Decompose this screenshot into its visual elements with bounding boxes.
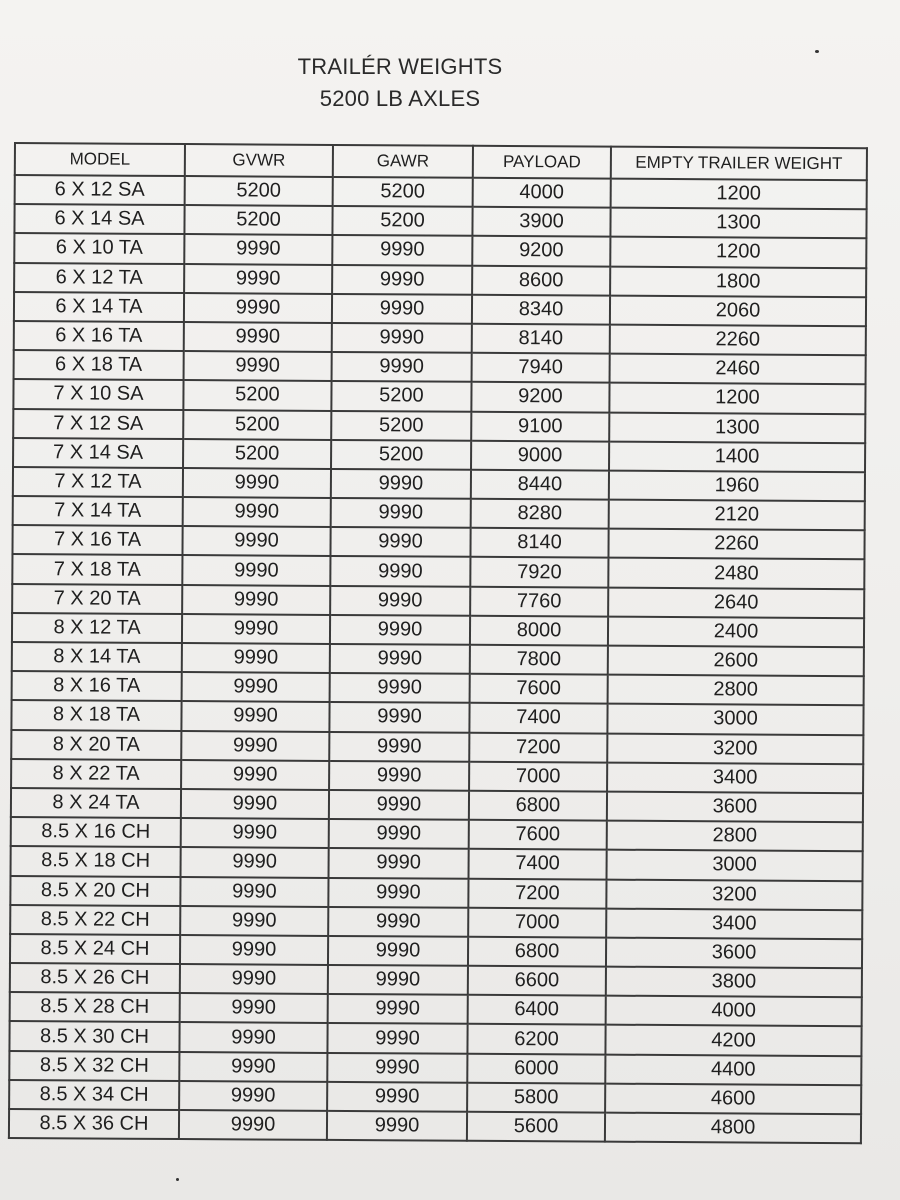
payload-cell: 5600 <box>467 1112 605 1142</box>
empty-weight-cell: 2260 <box>608 529 864 560</box>
gvwr-cell: 9990 <box>180 993 328 1023</box>
gawr-cell: 9990 <box>329 761 469 791</box>
empty-weight-cell: 3600 <box>606 938 862 969</box>
model-cell: 8 X 16 TA <box>12 671 182 701</box>
model-cell: 7 X 14 TA <box>13 496 183 526</box>
model-cell: 7 X 10 SA <box>13 379 183 409</box>
payload-cell: 6600 <box>468 966 606 996</box>
payload-cell: 7760 <box>470 586 608 616</box>
model-cell: 8.5 X 36 CH <box>9 1109 179 1139</box>
empty-weight-cell: 2480 <box>608 558 864 589</box>
gvwr-cell: 9990 <box>182 614 330 644</box>
document-title: TRAILÉR WEIGHTS <box>297 54 503 79</box>
payload-cell: 7800 <box>470 645 608 675</box>
empty-weight-cell: 1200 <box>611 179 867 210</box>
gawr-cell: 9990 <box>330 615 470 645</box>
payload-cell: 7000 <box>469 762 607 792</box>
gawr-cell: 9990 <box>329 819 469 849</box>
model-cell: 8 X 12 TA <box>12 613 182 643</box>
model-cell: 8 X 20 TA <box>11 730 181 760</box>
model-cell: 8.5 X 16 CH <box>11 817 181 847</box>
model-cell: 8 X 18 TA <box>11 700 181 730</box>
gawr-cell: 9990 <box>330 556 470 586</box>
payload-cell: 7920 <box>470 557 608 587</box>
payload-cell: 7400 <box>469 703 607 733</box>
gvwr-cell: 9990 <box>179 1081 327 1111</box>
gvwr-cell: 5200 <box>183 380 331 410</box>
gawr-cell: 5200 <box>331 410 471 440</box>
gvwr-cell: 9990 <box>182 585 330 615</box>
model-cell: 6 X 12 SA <box>15 175 185 205</box>
model-cell: 8.5 X 26 CH <box>10 963 180 993</box>
payload-cell: 9100 <box>471 411 609 441</box>
gawr-cell: 9990 <box>328 907 468 937</box>
gawr-cell: 9990 <box>327 1111 467 1141</box>
model-cell: 7 X 14 SA <box>13 438 183 468</box>
payload-cell: 8000 <box>470 616 608 646</box>
payload-cell: 7940 <box>472 353 610 383</box>
payload-cell: 8280 <box>471 499 609 529</box>
empty-weight-cell: 2600 <box>608 646 864 677</box>
model-cell: 8.5 X 34 CH <box>9 1080 179 1110</box>
model-cell: 8.5 X 30 CH <box>9 1021 179 1051</box>
payload-cell: 8140 <box>472 324 610 354</box>
gvwr-cell: 9990 <box>181 818 329 848</box>
payload-cell: 6800 <box>469 791 607 821</box>
empty-weight-cell: 1200 <box>609 383 865 414</box>
empty-weight-cell: 3200 <box>606 879 862 910</box>
table-row <box>9 1109 861 1143</box>
gvwr-cell: 9990 <box>179 1022 327 1052</box>
empty-weight-cell: 2460 <box>610 354 866 385</box>
gvwr-cell: 9990 <box>179 1110 327 1140</box>
gvwr-cell: 9990 <box>181 789 329 819</box>
gvwr-cell: 9990 <box>181 760 329 790</box>
gawr-cell: 5200 <box>331 440 471 470</box>
gvwr-cell: 9990 <box>184 322 332 352</box>
gvwr-cell: 9990 <box>184 264 332 294</box>
gawr-cell: 9990 <box>332 323 472 353</box>
model-cell: 8.5 X 20 CH <box>10 875 180 905</box>
payload-cell: 7200 <box>468 878 606 908</box>
header-gvwr: GVWR <box>185 144 333 177</box>
gvwr-cell: 9990 <box>181 701 329 731</box>
gawr-cell: 5200 <box>331 381 471 411</box>
gawr-cell: 9990 <box>329 702 469 732</box>
empty-weight-cell: 2800 <box>608 675 864 706</box>
gvwr-cell: 9990 <box>180 935 328 965</box>
gawr-cell: 5200 <box>333 177 473 207</box>
gvwr-cell: 9990 <box>184 234 332 264</box>
empty-weight-cell: 4400 <box>605 1054 861 1085</box>
empty-weight-cell: 3000 <box>607 850 863 881</box>
payload-cell: 9000 <box>471 440 609 470</box>
gvwr-cell: 5200 <box>183 410 331 440</box>
gawr-cell: 9990 <box>330 673 470 703</box>
model-cell: 6 X 14 SA <box>14 204 184 234</box>
gvwr-cell: 9990 <box>179 1052 327 1082</box>
model-cell: 6 X 18 TA <box>14 350 184 380</box>
model-cell: 8.5 X 32 CH <box>9 1051 179 1081</box>
empty-weight-cell: 2120 <box>609 500 865 531</box>
empty-weight-cell: 2400 <box>608 616 864 647</box>
gawr-cell: 9990 <box>332 352 472 382</box>
payload-cell: 8340 <box>472 295 610 325</box>
empty-weight-cell: 1960 <box>609 471 865 502</box>
model-cell: 6 X 12 TA <box>14 263 184 293</box>
empty-weight-cell: 4200 <box>605 1025 861 1056</box>
model-cell: 7 X 20 TA <box>12 584 182 614</box>
payload-cell: 6800 <box>468 937 606 967</box>
empty-weight-cell: 4000 <box>606 996 862 1027</box>
header-payload: PAYLOAD <box>473 146 611 179</box>
gawr-cell: 9990 <box>332 294 472 324</box>
empty-weight-cell: 3000 <box>607 704 863 735</box>
empty-weight-cell: 2260 <box>610 325 866 356</box>
trailer-weights-table <box>8 142 868 1144</box>
empty-weight-cell: 1200 <box>610 237 866 268</box>
gvwr-cell: 9990 <box>180 906 328 936</box>
header-empty-trailer-weight: EMPTY TRAILER WEIGHT <box>611 147 867 181</box>
gawr-cell: 9990 <box>330 527 470 557</box>
gawr-cell: 9990 <box>331 469 471 499</box>
gawr-cell: 9990 <box>332 265 472 295</box>
payload-cell: 8140 <box>470 528 608 558</box>
empty-weight-cell: 3200 <box>607 733 863 764</box>
gvwr-cell: 9990 <box>183 468 331 498</box>
gvwr-cell: 9990 <box>184 351 332 381</box>
model-cell: 6 X 14 TA <box>14 292 184 322</box>
payload-cell: 9200 <box>472 236 610 266</box>
model-cell: 8.5 X 18 CH <box>11 846 181 876</box>
model-cell: 8.5 X 28 CH <box>10 992 180 1022</box>
gvwr-cell: 9990 <box>182 672 330 702</box>
payload-cell: 7000 <box>468 907 606 937</box>
payload-cell: 7200 <box>469 732 607 762</box>
header-gawr: GAWR <box>333 145 473 178</box>
model-cell: 6 X 10 TA <box>14 233 184 263</box>
gawr-cell: 9990 <box>330 644 470 674</box>
payload-cell: 8600 <box>472 265 610 295</box>
payload-cell: 7600 <box>470 674 608 704</box>
gvwr-cell: 9990 <box>181 847 329 877</box>
model-cell: 8.5 X 24 CH <box>10 934 180 964</box>
gvwr-cell: 9990 <box>181 731 329 761</box>
model-cell: 8 X 24 TA <box>11 788 181 818</box>
empty-weight-cell: 4800 <box>605 1113 861 1144</box>
gawr-cell: 9990 <box>328 877 468 907</box>
model-cell: 7 X 16 TA <box>12 525 182 555</box>
payload-cell: 6000 <box>467 1053 605 1083</box>
empty-weight-cell: 3400 <box>607 762 863 793</box>
gvwr-cell: 9990 <box>182 526 330 556</box>
empty-weight-cell: 1800 <box>610 266 866 297</box>
table-header-row <box>15 143 867 180</box>
empty-weight-cell: 2800 <box>607 821 863 852</box>
gvwr-cell: 9990 <box>182 643 330 673</box>
model-cell: 7 X 12 TA <box>13 467 183 497</box>
document-subtitle: 5200 LB AXLES <box>319 86 481 111</box>
gvwr-cell: 5200 <box>185 176 333 206</box>
model-cell: 8 X 22 TA <box>11 759 181 789</box>
gvwr-cell: 5200 <box>183 439 331 469</box>
empty-weight-cell: 1400 <box>609 441 865 472</box>
model-cell: 7 X 12 SA <box>13 409 183 439</box>
payload-cell: 3900 <box>472 207 610 237</box>
gawr-cell: 9990 <box>327 1082 467 1112</box>
gawr-cell: 9990 <box>332 235 472 265</box>
gvwr-cell: 9990 <box>182 555 330 585</box>
empty-weight-cell: 2060 <box>610 295 866 326</box>
payload-cell: 5800 <box>467 1083 605 1113</box>
empty-weight-cell: 1300 <box>610 208 866 239</box>
gvwr-cell: 9990 <box>180 964 328 994</box>
gawr-cell: 9990 <box>329 790 469 820</box>
payload-cell: 6200 <box>467 1024 605 1054</box>
table-body <box>9 175 867 1143</box>
payload-cell: 7400 <box>469 849 607 879</box>
empty-weight-cell: 2640 <box>608 587 864 618</box>
gawr-cell: 9990 <box>328 994 468 1024</box>
paper-speck <box>815 50 819 53</box>
gvwr-cell: 5200 <box>184 205 332 235</box>
model-cell: 6 X 16 TA <box>14 321 184 351</box>
empty-weight-cell: 3600 <box>607 792 863 823</box>
empty-weight-cell: 1300 <box>609 412 865 443</box>
gvwr-cell: 9990 <box>184 293 332 323</box>
model-cell: 8 X 14 TA <box>12 642 182 672</box>
model-cell: 8.5 X 22 CH <box>10 905 180 935</box>
gawr-cell: 9990 <box>329 848 469 878</box>
payload-cell: 8440 <box>471 470 609 500</box>
empty-weight-cell: 3400 <box>606 908 862 939</box>
gawr-cell: 9990 <box>327 1023 467 1053</box>
gawr-cell: 9990 <box>329 732 469 762</box>
empty-weight-cell: 4600 <box>605 1083 861 1114</box>
payload-cell: 7600 <box>469 820 607 850</box>
gawr-cell: 9990 <box>328 936 468 966</box>
payload-cell: 9200 <box>471 382 609 412</box>
gvwr-cell: 9990 <box>180 877 328 907</box>
model-cell: 7 X 18 TA <box>12 554 182 584</box>
empty-weight-cell: 3800 <box>606 967 862 998</box>
paper-speck <box>176 1178 179 1181</box>
gawr-cell: 9990 <box>327 1053 467 1083</box>
gawr-cell: 9990 <box>328 965 468 995</box>
gawr-cell: 9990 <box>330 586 470 616</box>
gawr-cell: 5200 <box>332 206 472 236</box>
payload-cell: 4000 <box>473 178 611 208</box>
payload-cell: 6400 <box>468 995 606 1025</box>
header-model: MODEL <box>15 143 185 176</box>
gawr-cell: 9990 <box>331 498 471 528</box>
gvwr-cell: 9990 <box>183 497 331 527</box>
